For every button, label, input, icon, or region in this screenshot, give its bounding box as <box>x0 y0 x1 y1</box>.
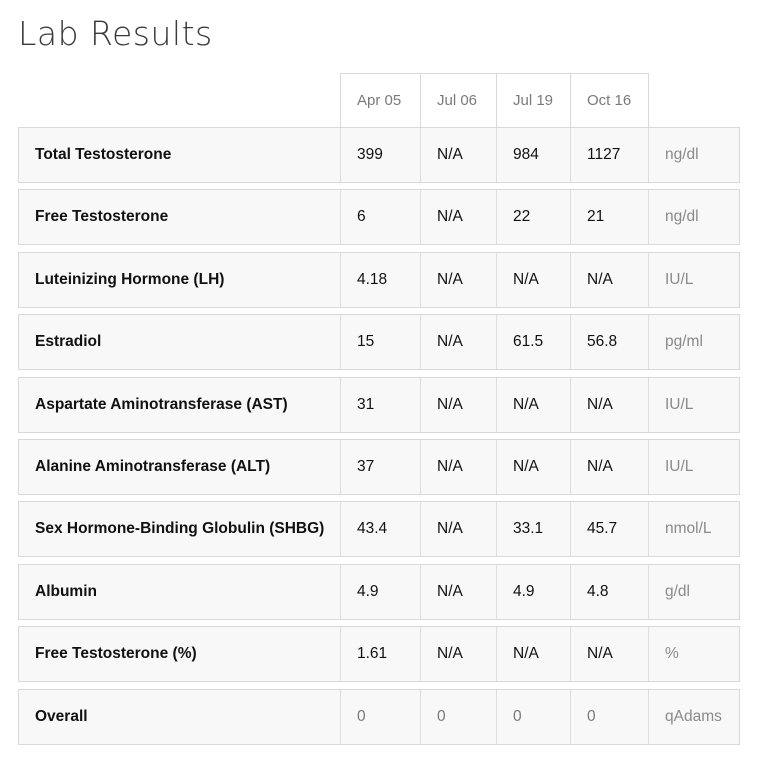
row-label: Free Testosterone <box>19 190 341 244</box>
row-value: 0 <box>341 690 421 744</box>
row-unit: g/dl <box>665 582 690 600</box>
row-unit: ng/dl <box>665 208 699 226</box>
row-value: 4.8 <box>571 565 649 619</box>
row-value: 6 <box>341 190 421 244</box>
row-label: Alanine Aminotransferase (ALT) <box>19 440 341 494</box>
row-unit: IU/L <box>665 395 694 413</box>
column-header-oct-16: Oct 16 <box>570 73 649 127</box>
row-value: N/A <box>421 190 497 244</box>
row-unit: nmol/L <box>665 520 712 538</box>
row-unit: IU/L <box>665 457 694 475</box>
row-value: 399 <box>341 128 421 182</box>
table-row-overall <box>18 689 740 745</box>
row-value: N/A <box>421 128 497 182</box>
row-label: Total Testosterone <box>19 128 341 182</box>
table-row <box>18 189 740 245</box>
row-value: 4.9 <box>497 565 571 619</box>
row-value: 984 <box>497 128 571 182</box>
column-header-row <box>340 73 649 127</box>
table-row <box>18 127 740 183</box>
row-value: N/A <box>571 253 649 307</box>
row-value: 0 <box>497 690 571 744</box>
table-row <box>18 626 740 682</box>
row-value: N/A <box>571 440 649 494</box>
table-row <box>18 377 740 433</box>
row-value: N/A <box>421 440 497 494</box>
row-value: 45.7 <box>571 502 649 556</box>
row-value: N/A <box>421 565 497 619</box>
row-value: 37 <box>341 440 421 494</box>
table-row <box>18 252 740 308</box>
row-value: 31 <box>341 378 421 432</box>
row-value: 61.5 <box>497 315 571 369</box>
row-unit: % <box>665 645 679 663</box>
row-value: N/A <box>571 378 649 432</box>
row-value: 33.1 <box>497 502 571 556</box>
column-header-apr-05: Apr 05 <box>340 73 420 127</box>
column-header-jul-06: Jul 06 <box>420 73 496 127</box>
row-label: Aspartate Aminotransferase (AST) <box>19 378 341 432</box>
row-value: N/A <box>497 378 571 432</box>
row-value: N/A <box>571 627 649 681</box>
row-value: 4.9 <box>341 565 421 619</box>
row-value: 22 <box>497 190 571 244</box>
row-value: N/A <box>497 253 571 307</box>
results-table <box>18 127 740 751</box>
row-value: 43.4 <box>341 502 421 556</box>
row-label: Free Testosterone (%) <box>19 627 341 681</box>
row-value: 21 <box>571 190 649 244</box>
row-value: N/A <box>421 253 497 307</box>
page-title: Lab Results <box>18 14 213 53</box>
row-label: Luteinizing Hormone (LH) <box>19 253 341 307</box>
row-unit: qAdams <box>665 707 722 725</box>
row-value: N/A <box>497 440 571 494</box>
row-unit: pg/ml <box>665 333 703 351</box>
row-label: Overall <box>19 690 341 744</box>
row-value: N/A <box>421 627 497 681</box>
row-value: N/A <box>421 315 497 369</box>
table-row <box>18 564 740 620</box>
row-label: Albumin <box>19 565 341 619</box>
column-header-jul-19: Jul 19 <box>496 73 570 127</box>
row-unit: ng/dl <box>665 146 699 163</box>
row-value: 56.8 <box>571 315 649 369</box>
row-value: 1127 <box>571 128 649 182</box>
row-value: 1.61 <box>341 627 421 681</box>
row-label: Sex Hormone-Binding Globulin (SHBG) <box>19 502 341 556</box>
row-value: N/A <box>497 627 571 681</box>
row-value: N/A <box>421 502 497 556</box>
row-value: 0 <box>421 690 497 744</box>
row-label: Estradiol <box>19 315 341 369</box>
row-value: N/A <box>421 378 497 432</box>
row-unit: IU/L <box>665 270 694 288</box>
table-row <box>18 501 740 557</box>
table-row <box>18 439 740 495</box>
row-value: 15 <box>341 315 421 369</box>
row-value: 4.18 <box>341 253 421 307</box>
row-value: 0 <box>571 690 649 744</box>
table-row <box>18 314 740 370</box>
